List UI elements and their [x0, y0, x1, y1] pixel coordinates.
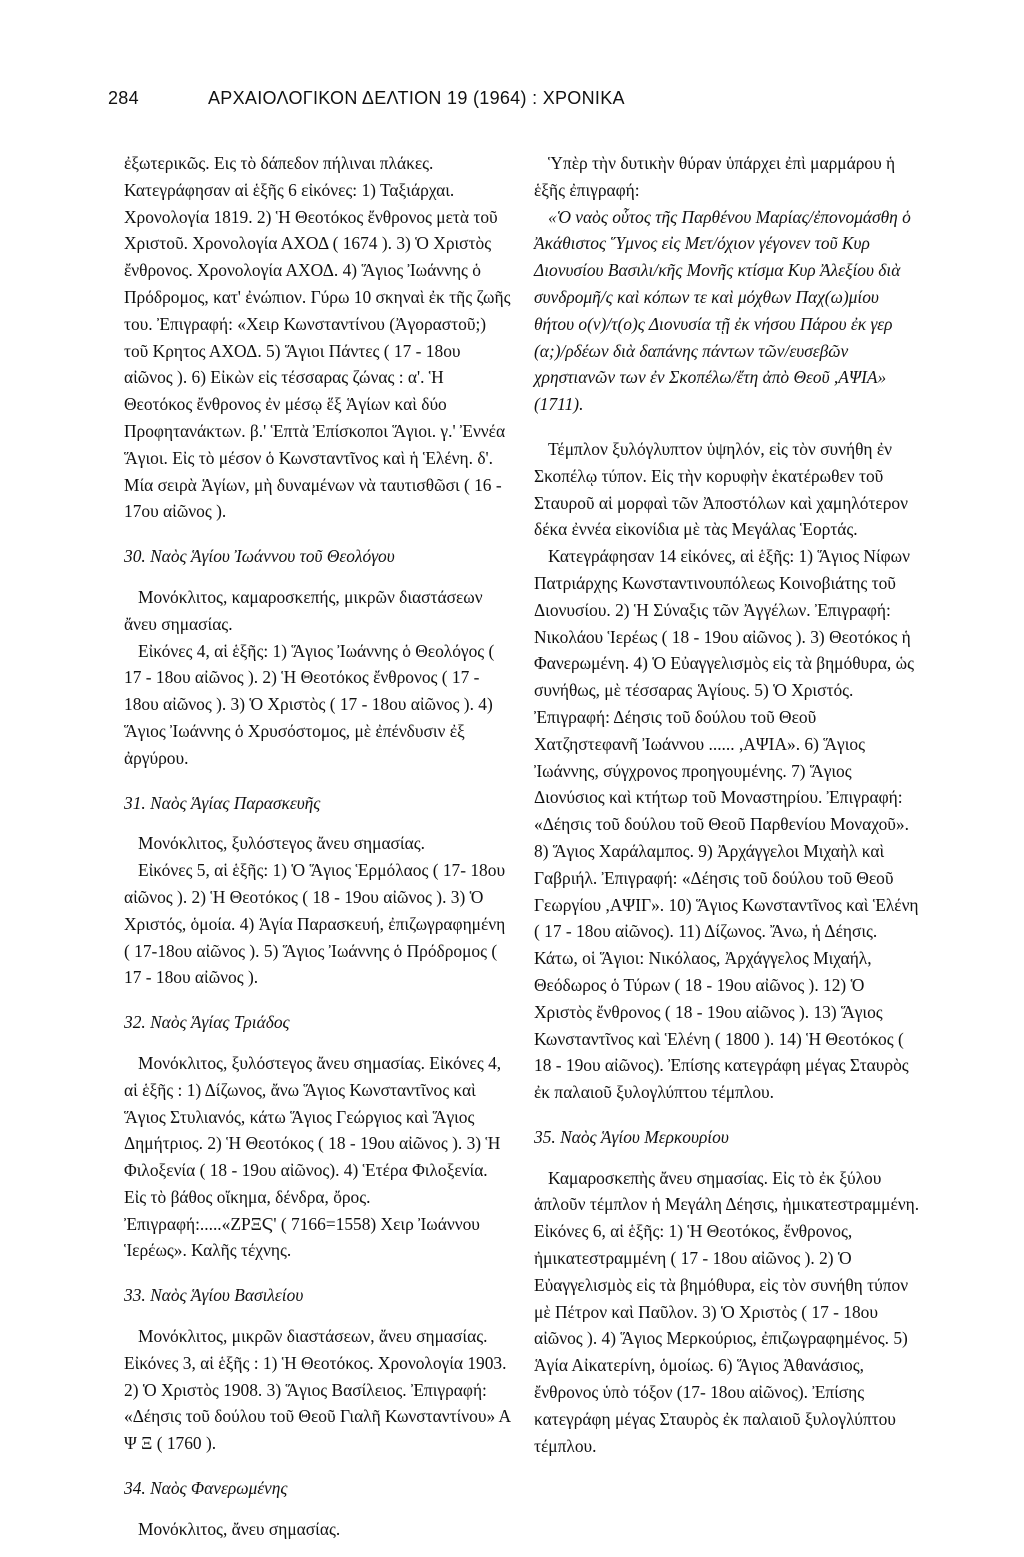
right-column — [534, 150, 922, 1459]
section-heading: 32. Ναὸς Ἁγίας Τριάδος — [124, 1012, 290, 1033]
paragraph: Μονόκλιτος, ξυλόστεγος ἄνευ σημασίας. Εἰκόνες 4, αἱ ἑξῆς : 1) Δίζωνος, ἄνω Ἅγιος Κωνσταντῖνος καὶ Ἅγιος Στυλιανός, κάτω Ἅγιος Γεώργιος καὶ Ἅγιος Δημήτριος. 2) Ἡ Θεοτόκος ( 18 - 19ου αἰῶνος ). 3) Ἡ Φιλοξενία ( 18 - 19ου αἰῶνος). 4) Ἑτέρα Φιλοξενία. Εἰς τὸ βάθος οἴκημα, δένδρα, ὄρος. Ἐπιγραφή:.....«ΖΡΞϚ' ( 7166=1558) Χειρ Ἰωάννου Ἱερέως». Καλῆς τέχνης. — [124, 1052, 502, 1261]
running-title: ΑΡΧΑΙΟΛΟΓΙΚΟΝ ΔΕΛΤΙΟΝ 19 (1964) : ΧΡΟΝΙΚΑ — [208, 88, 625, 108]
paragraph: Τέμπλον ξυλόγλυπτον ὑψηλόν, εἰς τὸν συνήθη ἐν Σκοπέλῳ τύπον. Εἰς τὴν κορυφὴν ἑκατέρωθεν τοῦ Σταυροῦ αἱ μορφαὶ τῶν Ἀποστόλων καὶ χαμηλότερον δέκα ἐννέα εἰκονίδια μὲ τὰς Μεγάλας Ἑορτάς. — [534, 438, 908, 540]
paragraph: Εἰκόνες 5, αἱ ἑξῆς: 1) Ὁ Ἅγιος Ἑρμόλαος ( 17- 18ου αἰῶνος ). 2) Ἡ Θεοτόκος ( 18 - 19ου αἰῶνος ). 3) Ὁ Χριστός, ὁμοία. 4) Ἁγία Παρασκευή, ἐπιζωγραφημένη ( 17-18ου αἰῶνος ). 5) Ἅγιος Ἰωάννης ὁ Πρόδρομος ( 17 - 18ου αἰῶνος ). — [124, 860, 506, 988]
paragraph: Μονόκλιτος, μικρῶν διαστάσεων, ἄνευ σημασίας. Εἰκόνες 3, αἱ ἑξῆς : 1) Ἡ Θεοτόκος. Χρονολογία 1903. 2) Ὁ Χριστὸς 1908. 3) Ἅγιος Βασίλειος. Ἐπιγραφή: «Δέησις τοῦ δούλου τοῦ Θεοῦ Γιαλῆ Κωνσταντίνου» Α Ψ Ξ ( 1760 ). — [124, 1326, 511, 1454]
paragraph: Καμαροσκεπὴς ἄνευ σημασίας. Εἰς τὸ ἐκ ξύλου ἁπλοῦν τέμπλον ἡ Μεγάλη Δέησις, ἠμικατεστραμμένη. Εἰκόνες 6, αἱ ἑξῆς: 1) Ἡ Θεοτόκος, ἔνθρονος, ἠμικατεστραμμένη ( 17 - 18ου αἰῶνος ). 2) Ὁ Εὐαγγελισμὸς εἰς τὰ βημόθυρα, εἰς τὸν συνήθη τύπον μὲ Πέτρον καὶ Παῦλον. 3) Ὁ Χριστὸς ( 17 - 18ου αἰῶνος ). 4) Ἅγιος Μερκούριος, ἐπιζωγραφημένος. 5) Ἁγία Αἰκατερίνη, ὁμοίως. 6) Ἅγιος Ἀθανάσιος, ἔνθρονος ὑπὸ τόξον (17- 18ου αἰῶνος). Ἐπίσης κατεγράφη μέγας Σταυρὸς ἐκ παλαιοῦ ξυλογλύπτου τέμπλου. — [534, 1167, 920, 1456]
paragraph: Μονόκλιτος, ἄνευ σημασίας. — [138, 1518, 341, 1539]
section-heading: 33. Ναὸς Ἁγίου Βασιλείου — [124, 1285, 304, 1306]
page-number: 284 — [108, 88, 139, 108]
left-column — [124, 150, 512, 1543]
inscription-text: «Ὁ ναὸς οὗτος τῆς Παρθένου Μαρίας/ἐπονομάσθη ὁ Ἀκάθιστος Ὕμνος εἰς Μετ/όχιον γέγονεν τοῦ Κυρ Διονυσίου Βασιλι/κῆς Μονῆς κτίσμα Κυρ Ἀλεξίου διὰ συνδρομῆ/ς καὶ κόπων τε καὶ μόχθων Παχ(ω)μίου θήτου ο(ν)/τ(ο)ς Διονυσία τῇ ἐκ νήσου Πάρου ἐκ γερ (α;)/ρδέων διὰ δαπάνης πάντων τῶν/ευσεβῶν χρηστιανῶν των ἐν Σκοπέλω/ἔτη ἀπὸ Θεοῦ ,ΑΨΙΑ» (1711). — [534, 206, 911, 415]
section-heading: 31. Ναὸς Ἁγίας Παρασκευῆς — [124, 792, 321, 813]
paragraph: Εἰκόνες 4, αἱ ἑξῆς: 1) Ἅγιος Ἰωάννης ὁ Θεολόγος ( 17 - 18ου αἰῶνος ). 2) Ἡ Θεοτόκος ἔνθρονος ( 17 - 18ου αἰῶνος ). 3) Ὁ Χριστὸς ( 17 - 18ου αἰῶνος ). 4) Ἅγιος Ἰωάννης ὁ Χρυσόστομος, μὲ ἐπένδυσιν ἐξ ἀργύρου. — [124, 640, 495, 768]
paragraph: Μονόκλιτος, ξυλόστεγος ἄνευ σημασίας. — [138, 833, 425, 854]
paragraph: ἐξωτερικῶς. Εις τὸ δάπεδον πήλιναι πλάκες. Κατεγράφησαν αἱ ἑξῆς 6 εἰκόνες: 1) Ταξιάρχαι. Χρονολογία 1819. 2) Ἡ Θεοτόκος ἔνθρονος μετὰ τοῦ Χριστοῦ. Χρονολογία ΑΧΟΔ ( 1674 ). 3) Ὁ Χριστὸς ἔνθρονος. Χρονολογία ΑΧΟΔ. 4) Ἅγιος Ἰωάννης ὁ Πρόδρομος, κατ' ἐνώπιον. Γύρω 10 σκηναὶ ἐκ τῆς ζωῆς του. Ἐπιγραφή: «Χειρ Κωνσταντίνου (Ἀγοραστοῦ;) τοῦ Κρητος ΑΧΟΔ. 5) Ἅγιοι Πάντες ( 17 - 18ου αἰῶνος ). 6) Εἰκὼν εἰς τέσσαρας ζώνας : α'. Ἡ Θεοτόκος ἔνθρονος ἐν μέσῳ ἕξ Ἁγίων καὶ δύο Προφητανάκτων. β.' Ἑπτὰ Ἐπίσκοποι Ἅγιοι. γ.' Ἐννέα Ἅγιοι. Εἰς τὸ μέσον ὁ Κωνσταντῖνος καὶ ἡ Ἑλένη. δ'. Μία σειρὰ Ἁγίων, μὴ δυναμένων νὰ ταυτισθῶσι ( 16 - 17ου αἰῶνος ). — [124, 153, 511, 522]
paragraph: Κατεγράφησαν 14 εἰκόνες, αἱ ἑξῆς: 1) Ἅγιος Νίφων Πατριάρχης Κωνσταντινουπόλεως Κοινοβιάτης τοῦ Διονυσίου. 2) Ἡ Σύναξις τῶν Ἀγγέλων. Ἐπιγραφή: Νικολάου Ἱερέως ( 18 - 19ου αἰῶνος ). 3) Θεοτόκος ἡ Φανερωμένη. 4) Ὁ Εὐαγγελισμὸς εἰς τὰ βημόθυρα, ὡς συνήθως, μὲ τέσσαρας Ἁγίους. 5) Ὁ Χριστός. Ἐπιγραφή: Δέησις τοῦ δούλου τοῦ Θεοῦ Χατζηστεφανῆ Ἰωάννου ...... ,ΑΨΙΑ». 6) Ἅγιος Ἰωάννης, σύγχρονος προηγουμένης. 7) Ἅγιος Διονύσιος καὶ κτήτωρ τοῦ Μοναστηρίου. Ἐπιγραφή: «Δέησις τοῦ δούλου τοῦ Θεοῦ Παρθενίου Μοναχοῦ». 8) Ἅγιος Χαράλαμπος. 9) Ἀρχάγγελοι Μιχαὴλ καὶ Γαβριήλ. Ἐπιγραφή: «Δέησις τοῦ δούλου τοῦ Θεοῦ Γεωργίου ,ΑΨΙΓ». 10) Ἅγιος Κωνσταντῖνος καὶ Ἑλένη ( 17 - 18ου αἰῶνος). 11) Δίζωνος. Ἄνω, ἡ Δέησις. Κάτω, οἱ Ἅγιοι: Νικόλαος, Ἀρχάγγελος Μιχαήλ, Θεόδωρος ὁ Τύρων ( 18 - 19ου αἰῶνος ). 12) Ὁ Χριστὸς ἔνθρονος ( 18 - 19ου αἰῶνος ). 13) Ἅγιος Κωνσταντῖνος καὶ Ἑλένη ( 1800 ). 14) Ἡ Θεοτόκος ( 18 - 19ου αἰῶνος). Ἐπίσης κατεγράφη μέγας Σταυρὸς ἐκ παλαιοῦ ξυλογλύπτου τέμπλου. — [534, 546, 919, 1103]
section-heading: 35. Ναὸς Ἁγίου Μερκουρίου — [534, 1126, 729, 1147]
paragraph: Μονόκλιτος, καμαροσκεπής, μικρῶν διαστάσεων ἄνευ σημασίας. — [124, 586, 483, 634]
paragraph: Ὑπὲρ τὴν δυτικὴν θύραν ὑπάρχει ἐπὶ μαρμάρου ἡ ἑξῆς ἐπιγραφή: — [534, 153, 896, 200]
section-heading: 30. Ναὸς Ἁγίου Ἰωάννου τοῦ Θεολόγου — [124, 546, 395, 567]
section-heading: 34. Ναὸς Φανερωμένης — [124, 1478, 288, 1499]
